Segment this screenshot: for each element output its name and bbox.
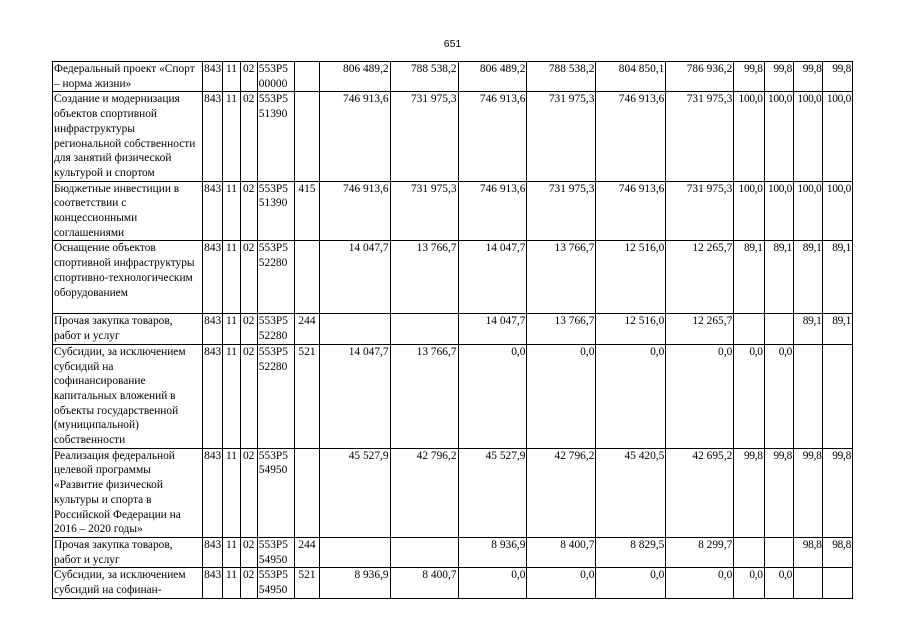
percent-col-1: 89,1 — [734, 241, 764, 314]
page-number: 651 — [443, 38, 462, 50]
target-article-code: 553Р5 54950 — [257, 537, 295, 567]
expense-type-code — [295, 448, 319, 537]
value-col-4: 0,0 — [527, 344, 596, 448]
grbs-code: 843 — [203, 537, 223, 567]
value-col-4: 788 538,2 — [527, 62, 596, 92]
table-row — [53, 181, 853, 241]
percent-col-4: 100,0 — [823, 92, 853, 181]
section-code: 11 — [223, 448, 240, 537]
value-col-2 — [390, 537, 458, 567]
row-name: Оснащение объектов спортивной инфраструктуры спортивно-технологическим оборудованием — [53, 241, 203, 314]
percent-col-3: 100,0 — [794, 181, 823, 241]
row-name: Федеральный проект «Спорт – норма жизни» — [53, 62, 203, 92]
row-name: Прочая закупка товаров, работ и услуг — [53, 537, 203, 567]
target-article-code: 553Р5 51390 — [257, 92, 295, 181]
section-code: 11 — [223, 92, 240, 181]
value-col-3: 14 047,7 — [458, 314, 527, 344]
subsection-code: 02 — [240, 344, 257, 448]
subsection-code: 02 — [240, 314, 257, 344]
target-article-code: 553Р5 54950 — [257, 568, 295, 598]
subsection-code: 02 — [240, 241, 257, 314]
table-body — [53, 62, 853, 599]
value-col-2: 13 766,7 — [390, 241, 458, 314]
expense-type-code: 521 — [295, 344, 319, 448]
value-col-4: 42 796,2 — [527, 448, 596, 537]
section-code: 11 — [223, 568, 240, 598]
percent-col-2: 89,1 — [764, 241, 793, 314]
row-name: Субсидии, за исключением субсидий на софинан- — [53, 568, 203, 598]
value-col-3: 0,0 — [458, 344, 527, 448]
value-col-6: 8 299,7 — [666, 537, 734, 567]
value-col-1 — [319, 537, 390, 567]
value-col-6: 12 265,7 — [666, 314, 734, 344]
value-col-4: 13 766,7 — [527, 314, 596, 344]
row-name: Субсидии, за исключением субсидий на софинансирование капитальных вложений в объекты государственной (муниципальной) собственности — [53, 344, 203, 448]
percent-col-2: 0,0 — [764, 344, 793, 448]
grbs-code: 843 — [203, 344, 223, 448]
expense-type-code: 244 — [295, 537, 319, 567]
percent-col-1: 100,0 — [734, 181, 764, 241]
subsection-code: 02 — [240, 448, 257, 537]
subsection-code: 02 — [240, 62, 257, 92]
value-col-3: 746 913,6 — [458, 181, 527, 241]
grbs-code: 843 — [203, 241, 223, 314]
target-article-code: 553Р5 52280 — [257, 314, 295, 344]
value-col-1: 14 047,7 — [319, 241, 390, 314]
table-row — [53, 62, 853, 92]
value-col-1: 746 913,6 — [319, 181, 390, 241]
expense-type-code: 521 — [295, 568, 319, 598]
value-col-5: 746 913,6 — [596, 181, 666, 241]
row-name: Создание и модернизация объектов спортивной инфраструктуры региональной собственности для занятий физической культурой и спортом — [53, 92, 203, 181]
expense-type-code — [295, 62, 319, 92]
value-col-5: 8 829,5 — [596, 537, 666, 567]
value-col-1: 14 047,7 — [319, 344, 390, 448]
value-col-4: 731 975,3 — [527, 181, 596, 241]
percent-col-3 — [794, 568, 823, 598]
target-article-code: 553Р5 00000 — [257, 62, 295, 92]
value-col-6: 786 936,2 — [666, 62, 734, 92]
section-code: 11 — [223, 314, 240, 344]
section-code: 11 — [223, 241, 240, 314]
percent-col-4: 89,1 — [823, 241, 853, 314]
section-code: 11 — [223, 181, 240, 241]
subsection-code: 02 — [240, 568, 257, 598]
value-col-1: 746 913,6 — [319, 92, 390, 181]
grbs-code: 843 — [203, 181, 223, 241]
value-col-4: 13 766,7 — [527, 241, 596, 314]
percent-col-1: 0,0 — [734, 568, 764, 598]
value-col-2: 788 538,2 — [390, 62, 458, 92]
value-col-2: 8 400,7 — [390, 568, 458, 598]
section-code: 11 — [223, 344, 240, 448]
percent-col-2: 100,0 — [764, 92, 793, 181]
percent-col-4: 99,8 — [823, 448, 853, 537]
target-article-code: 553Р5 52280 — [257, 344, 295, 448]
value-col-3: 8 936,9 — [458, 537, 527, 567]
value-col-3: 0,0 — [458, 568, 527, 598]
subsection-code: 02 — [240, 181, 257, 241]
row-name: Бюджетные инвестиции в соответствии с концессионными соглашениями — [53, 181, 203, 241]
value-col-1: 45 527,9 — [319, 448, 390, 537]
grbs-code: 843 — [203, 62, 223, 92]
expense-type-code: 415 — [295, 181, 319, 241]
target-article-code: 553Р5 52280 — [257, 241, 295, 314]
table-row — [53, 241, 853, 314]
row-name: Реализация федеральной целевой программы «Развитие физической культуры и спорта в Российской Федерации на 2016 – 2020 годы» — [53, 448, 203, 537]
row-name: Прочая закупка товаров, работ и услуг — [53, 314, 203, 344]
value-col-6: 731 975,3 — [666, 92, 734, 181]
value-col-2: 42 796,2 — [390, 448, 458, 537]
section-code: 11 — [223, 537, 240, 567]
value-col-5: 12 516,0 — [596, 241, 666, 314]
target-article-code: 553Р5 54950 — [257, 448, 295, 537]
percent-col-2: 100,0 — [764, 181, 793, 241]
percent-col-3: 89,1 — [794, 314, 823, 344]
value-col-6: 12 265,7 — [666, 241, 734, 314]
value-col-3: 45 527,9 — [458, 448, 527, 537]
percent-col-4: 89,1 — [823, 314, 853, 344]
percent-col-2: 0,0 — [764, 568, 793, 598]
table-row — [53, 537, 853, 567]
percent-col-3 — [794, 344, 823, 448]
table-row — [53, 448, 853, 537]
percent-col-1: 99,8 — [734, 62, 764, 92]
grbs-code: 843 — [203, 448, 223, 537]
percent-col-1: 0,0 — [734, 344, 764, 448]
value-col-6: 0,0 — [666, 344, 734, 448]
value-col-3: 746 913,6 — [458, 92, 527, 181]
table-row — [53, 344, 853, 448]
table-row — [53, 314, 853, 344]
value-col-5: 746 913,6 — [596, 92, 666, 181]
percent-col-1 — [734, 537, 764, 567]
expense-type-code — [295, 241, 319, 314]
value-col-2: 13 766,7 — [390, 344, 458, 448]
percent-col-1: 100,0 — [734, 92, 764, 181]
expense-type-code: 244 — [295, 314, 319, 344]
percent-col-4: 99,8 — [823, 62, 853, 92]
value-col-6: 0,0 — [666, 568, 734, 598]
value-col-2: 731 975,3 — [390, 181, 458, 241]
value-col-4: 731 975,3 — [527, 92, 596, 181]
value-col-1 — [319, 314, 390, 344]
value-col-5: 45 420,5 — [596, 448, 666, 537]
percent-col-1: 99,8 — [734, 448, 764, 537]
percent-col-4: 100,0 — [823, 181, 853, 241]
percent-col-3: 100,0 — [794, 92, 823, 181]
value-col-4: 8 400,7 — [527, 537, 596, 567]
value-col-5: 804 850,1 — [596, 62, 666, 92]
percent-col-2 — [764, 537, 793, 567]
target-article-code: 553Р5 51390 — [257, 181, 295, 241]
percent-col-3: 99,8 — [794, 448, 823, 537]
percent-col-2 — [764, 314, 793, 344]
value-col-3: 14 047,7 — [458, 241, 527, 314]
percent-col-2: 99,8 — [764, 448, 793, 537]
value-col-6: 731 975,3 — [666, 181, 734, 241]
table-row — [53, 92, 853, 181]
value-col-5: 0,0 — [596, 344, 666, 448]
table-row — [53, 568, 853, 598]
value-col-1: 8 936,9 — [319, 568, 390, 598]
percent-col-3: 89,1 — [794, 241, 823, 314]
percent-col-4 — [823, 568, 853, 598]
value-col-3: 806 489,2 — [458, 62, 527, 92]
subsection-code: 02 — [240, 92, 257, 181]
grbs-code: 843 — [203, 314, 223, 344]
value-col-2: 731 975,3 — [390, 92, 458, 181]
value-col-6: 42 695,2 — [666, 448, 734, 537]
budget-table — [52, 61, 853, 599]
value-col-1: 806 489,2 — [319, 62, 390, 92]
value-col-5: 0,0 — [596, 568, 666, 598]
percent-col-3: 98,8 — [794, 537, 823, 567]
percent-col-2: 99,8 — [764, 62, 793, 92]
value-col-5: 12 516,0 — [596, 314, 666, 344]
grbs-code: 843 — [203, 568, 223, 598]
percent-col-3: 99,8 — [794, 62, 823, 92]
subsection-code: 02 — [240, 537, 257, 567]
value-col-2 — [390, 314, 458, 344]
section-code: 11 — [223, 62, 240, 92]
expense-type-code — [295, 92, 319, 181]
percent-col-4 — [823, 344, 853, 448]
grbs-code: 843 — [203, 92, 223, 181]
percent-col-1 — [734, 314, 764, 344]
value-col-4: 0,0 — [527, 568, 596, 598]
percent-col-4: 98,8 — [823, 537, 853, 567]
